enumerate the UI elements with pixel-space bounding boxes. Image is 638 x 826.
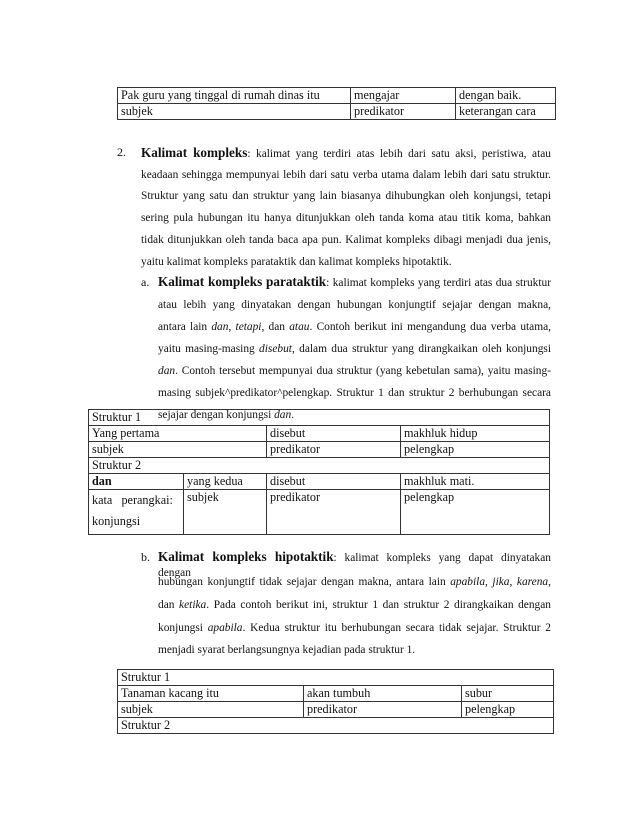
- table-cell-structure-label: Struktur 1: [89, 410, 550, 426]
- table-cell: subur: [462, 686, 554, 702]
- paragraph-line: [158, 342, 551, 357]
- text-span: , dalam dua struktur yang dirangkaikan oleh konjungsi: [291, 343, 551, 355]
- table-cell: subjek: [118, 104, 351, 120]
- text-span: antara lain: [158, 321, 212, 333]
- list-letter: a.: [141, 275, 150, 289]
- table-cell: disebut: [267, 474, 401, 490]
- italic-word: apabila: [207, 622, 243, 634]
- paragraph-line: tidak ditunjukkan oleh tanda baca apa pun. Kalimat kompleks dibagi menjadi dua jenis,: [141, 234, 551, 246]
- paragraph-line: menjadi syarat berlangsungnya kejadian pada struktur 1.: [158, 644, 416, 656]
- italic-word: tetapi: [235, 321, 262, 333]
- paragraph-line: [158, 575, 551, 590]
- paragraph-line: Struktur yang satu dan struktur yang lain biasanya dihubungkan oleh konjungsi, tetapi: [141, 190, 551, 202]
- table-row: [89, 426, 550, 442]
- paragraph-line: sering pula hubungan itu hanya ditunjukkan oleh tanda koma atau titik koma, bahkan: [141, 212, 551, 224]
- table-row: [89, 490, 550, 535]
- table-cell: predikator: [267, 490, 401, 535]
- table-cell: subjek: [184, 490, 267, 535]
- list-letter: b.: [141, 550, 150, 564]
- list-number: 2.: [117, 145, 126, 159]
- table-cell: subjek: [118, 702, 304, 718]
- term-parataktik: Kalimat kompleks parataktik: [158, 274, 327, 289]
- term-kalimat-kompleks: Kalimat kompleks: [141, 145, 248, 160]
- cell-text: konjungsi: [92, 514, 141, 528]
- table-example-1: [117, 87, 556, 120]
- term-hipotaktik: Kalimat kompleks hipotaktik: [158, 549, 334, 564]
- table-row: [118, 686, 554, 702]
- table-cell: pelengkap: [462, 702, 554, 718]
- table-row: [118, 702, 554, 718]
- text-span: .: [291, 409, 295, 421]
- table-cell: dengan baik.: [456, 88, 556, 104]
- text-span: : kalimat kompleks yang dapat dinyatakan dengan: [158, 552, 551, 579]
- text-span: ,: [485, 576, 493, 588]
- paragraph-line: [158, 621, 551, 636]
- text-span: ,: [548, 576, 551, 588]
- table-example-parataktik: [88, 409, 550, 535]
- table-cell-structure-label: Struktur 1: [118, 670, 554, 686]
- paragraph-line: masing subjek^predikator^pelengkap. Struktur 1 dan struktur 2 berhubungan secara: [158, 387, 551, 399]
- text-span: : kalimat kompleks yang terdiri atas dua struktur: [326, 277, 551, 289]
- table-row: [118, 718, 554, 734]
- table-row: [89, 458, 550, 474]
- table-cell: mengajar: [351, 88, 456, 104]
- table-cell: pelengkap: [401, 442, 550, 458]
- table-cell: makhluk mati.: [401, 474, 550, 490]
- paragraph-line: [141, 145, 551, 162]
- table-cell: pelengkap: [401, 490, 550, 535]
- paragraph-line: [158, 320, 551, 335]
- paragraph-line: [158, 364, 551, 379]
- italic-word: karena: [516, 576, 549, 588]
- table-cell: makhluk hidup: [401, 426, 550, 442]
- text-span: ,: [228, 321, 236, 333]
- text-span: . Kedua struktur itu berhubungan secara tidak sejajar. Struktur 2: [242, 622, 551, 634]
- table-cell: disebut: [267, 426, 401, 442]
- text-span: yaitu masing-masing: [158, 343, 260, 355]
- text-span: , dan: [261, 321, 290, 333]
- italic-word: jika: [492, 576, 510, 588]
- table-cell: subjek: [89, 442, 267, 458]
- table-cell: Tanaman kacang itu: [118, 686, 304, 702]
- table-cell: Yang pertama: [89, 426, 267, 442]
- text-span: . Pada contoh berikut ini, struktur 1 dan struktur 2 dirangkaikan dengan: [206, 599, 551, 611]
- table-row: [118, 104, 556, 120]
- text-span: . Contoh tersebut mempunyai dua struktur (yang kebetulan sama), yaitu masing-: [175, 365, 551, 377]
- table-cell-structure-label: Struktur 2: [118, 718, 554, 734]
- paragraph-line: [158, 274, 551, 291]
- paragraph-line: keadaan sehingga mempunyai lebih dari satu verba utama dalam lebih dari satu struktur.: [141, 169, 551, 181]
- text-span: konjungsi: [158, 622, 208, 634]
- table-cell: predikator: [267, 442, 401, 458]
- cell-text: kata perangkai:: [92, 493, 173, 507]
- italic-word: dan: [158, 365, 176, 377]
- table-cell: yang kedua: [184, 474, 267, 490]
- table-row: [118, 670, 554, 686]
- italic-word: dan: [211, 321, 229, 333]
- italic-word: atau: [289, 321, 310, 333]
- table-cell: predikator: [304, 702, 462, 718]
- text-span: . Contoh berikut ini mengandung dua verba utama,: [309, 321, 551, 333]
- table-row: [89, 410, 550, 426]
- table-cell: [89, 490, 184, 535]
- table-row: [118, 88, 556, 104]
- table-cell-structure-label: Struktur 2: [89, 458, 550, 474]
- text-span: ,: [509, 576, 517, 588]
- text-span: sejajar dengan konjungsi: [158, 409, 275, 421]
- table-example-hipotaktik: [117, 669, 554, 734]
- table-cell: akan tumbuh: [304, 686, 462, 702]
- table-cell: keterangan cara: [456, 104, 556, 120]
- italic-word: dan: [274, 409, 292, 421]
- table-cell: Pak guru yang tinggal di rumah dinas itu: [118, 88, 351, 104]
- table-cell: dan: [89, 474, 184, 490]
- italic-word: ketika: [179, 599, 207, 611]
- table-row: [89, 474, 550, 490]
- text-span: dan: [158, 599, 180, 611]
- table-row: [89, 442, 550, 458]
- italic-word: apabila: [450, 576, 486, 588]
- text-span: hubungan konjungtif tidak sejajar dengan makna, antara lain: [158, 576, 451, 588]
- paragraph-line: [158, 598, 551, 613]
- italic-word: disebut: [259, 343, 292, 355]
- paragraph-line: yaitu kalimat kompleks parataktik dan kalimat kompleks hipotaktik.: [141, 256, 452, 268]
- text-span: : kalimat yang terdiri atas lebih dari satu aksi, peristiwa, atau: [247, 148, 551, 160]
- table-cell: predikator: [351, 104, 456, 120]
- paragraph-line: atau lebih yang dinyatakan dengan hubungan konjungtif sejajar dengan makna,: [158, 299, 551, 311]
